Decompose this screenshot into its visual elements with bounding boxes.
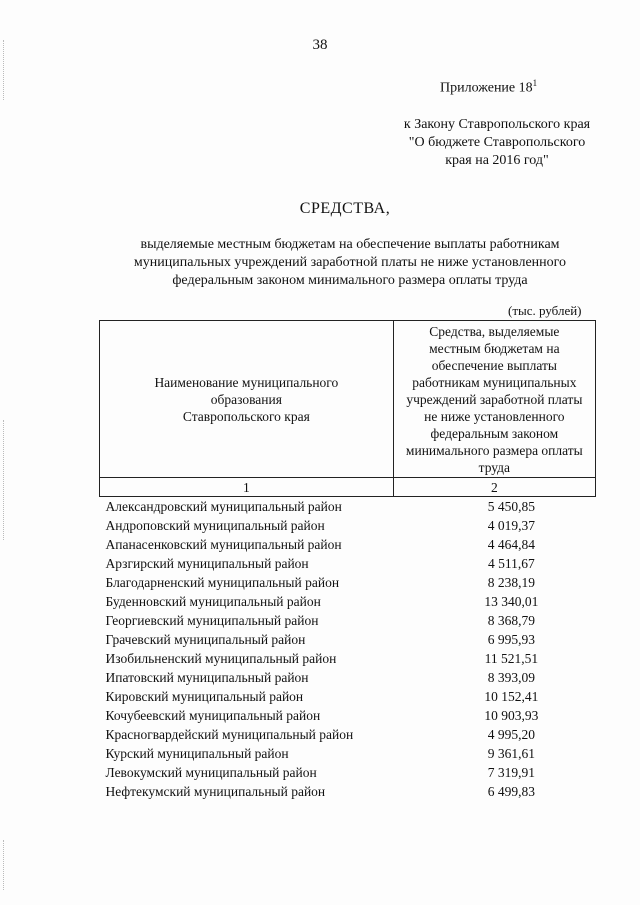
table-header-row	[100, 321, 596, 478]
column-number: 2	[393, 478, 595, 497]
scan-margin-dots	[3, 420, 5, 540]
municipality-name: Буденновский муниципальный район	[105, 593, 321, 609]
law-reference	[392, 116, 602, 170]
table-row	[100, 649, 596, 668]
municipality-name: Кировский муниципальный район	[105, 688, 304, 704]
table-row	[100, 687, 596, 706]
header-line: обеспечение выплаты	[431, 357, 557, 373]
funds-value: 8 368,79	[487, 612, 535, 628]
table-row	[100, 516, 596, 535]
header-line: Средства, выделяемые	[429, 323, 560, 339]
table-row	[100, 573, 596, 592]
municipality-name: Благодарненский муниципальный район	[105, 574, 340, 590]
municipality-name: Андроповский муниципальный район	[105, 517, 325, 533]
table-row	[100, 782, 596, 801]
subtitle-line: выделяемые местным бюджетам на обеспечение выплаты работникам	[140, 237, 560, 252]
header-line: минимального размера оплаты	[405, 442, 583, 458]
funds-value: 4 464,84	[487, 536, 535, 552]
header-line: работникам муниципальных	[412, 374, 577, 390]
municipality-name: Александровский муниципальный район	[105, 498, 342, 514]
municipality-name: Арзгирский муниципальный район	[105, 555, 309, 571]
municipality-name: Георгиевский муниципальный район	[105, 612, 319, 628]
subtitle-line: муниципальных учреждений заработной платы не ниже установленного	[133, 255, 567, 270]
header-municipality	[100, 321, 394, 478]
law-line: края на 2016 год"	[445, 153, 549, 168]
municipality-name: Кочубеевский муниципальный район	[105, 707, 321, 723]
column-number: 1	[100, 478, 394, 497]
table-row	[100, 611, 596, 630]
funds-value: 7 319,91	[487, 764, 535, 780]
header-line: федеральным законом	[430, 425, 559, 441]
table-row	[100, 630, 596, 649]
appendix-label	[440, 78, 537, 97]
header-funds	[393, 321, 595, 478]
header-line: образования	[210, 391, 282, 407]
table-row	[100, 554, 596, 573]
law-line: к Закону Ставропольского края	[403, 117, 591, 132]
funds-value: 6 499,83	[487, 783, 535, 799]
table-row	[100, 725, 596, 744]
funds-value: 10 903,93	[484, 707, 539, 723]
municipality-name: Левокумский муниципальный район	[105, 764, 317, 780]
municipality-name: Ипатовский муниципальный район	[105, 669, 309, 685]
funds-value: 8 393,09	[487, 669, 535, 685]
law-line: "О бюджете Ставропольского	[408, 135, 586, 150]
funds-value: 4 019,37	[487, 517, 535, 533]
funds-value: 8 238,19	[487, 574, 535, 590]
funds-value: 5 450,85	[487, 498, 535, 514]
header-line: не ниже установленного	[424, 408, 565, 424]
appendix-superscript: 1	[532, 78, 538, 88]
table-row	[100, 763, 596, 782]
funds-value: 4 995,20	[487, 726, 535, 742]
municipality-name: Курский муниципальный район	[105, 745, 289, 761]
table-row	[100, 706, 596, 725]
municipality-name: Красногвардейский муниципальный район	[105, 726, 354, 742]
units-label: (тыс. рублей)	[508, 303, 582, 318]
header-line: учреждений заработной платы	[406, 391, 583, 407]
municipality-name: Апанасенковский муниципальный район	[105, 536, 342, 552]
table-row	[100, 497, 596, 517]
column-number-row	[100, 478, 596, 497]
funds-value: 11 521,51	[484, 650, 539, 666]
page-number: 38	[312, 37, 328, 53]
table-row	[100, 668, 596, 687]
funds-value: 13 340,01	[484, 593, 539, 609]
funds-table	[99, 320, 596, 801]
header-line: Ставропольского края	[182, 408, 310, 424]
header-line: труда	[478, 459, 511, 475]
subtitle-line: федеральным законом минимального размера оплаты труда	[172, 273, 528, 288]
document-title: СРЕДСТВА,	[299, 200, 391, 217]
funds-value: 10 152,41	[484, 688, 539, 704]
funds-value: 4 511,67	[487, 555, 535, 571]
funds-value: 6 995,93	[487, 631, 535, 647]
municipality-name: Грачевский муниципальный район	[105, 631, 306, 647]
header-line: местным бюджетам на	[429, 340, 560, 356]
document-subtitle	[100, 236, 600, 290]
funds-value: 9 361,61	[487, 745, 535, 761]
header-line: Наименование муниципального	[154, 374, 339, 390]
municipality-name: Изобильненский муниципальный район	[105, 650, 337, 666]
municipality-name: Нефтекумский муниципальный район	[105, 783, 326, 799]
scan-margin-dots	[3, 840, 5, 890]
appendix-text: Приложение 18	[440, 80, 533, 96]
table-row	[100, 744, 596, 763]
table-row	[100, 535, 596, 554]
table-row	[100, 592, 596, 611]
